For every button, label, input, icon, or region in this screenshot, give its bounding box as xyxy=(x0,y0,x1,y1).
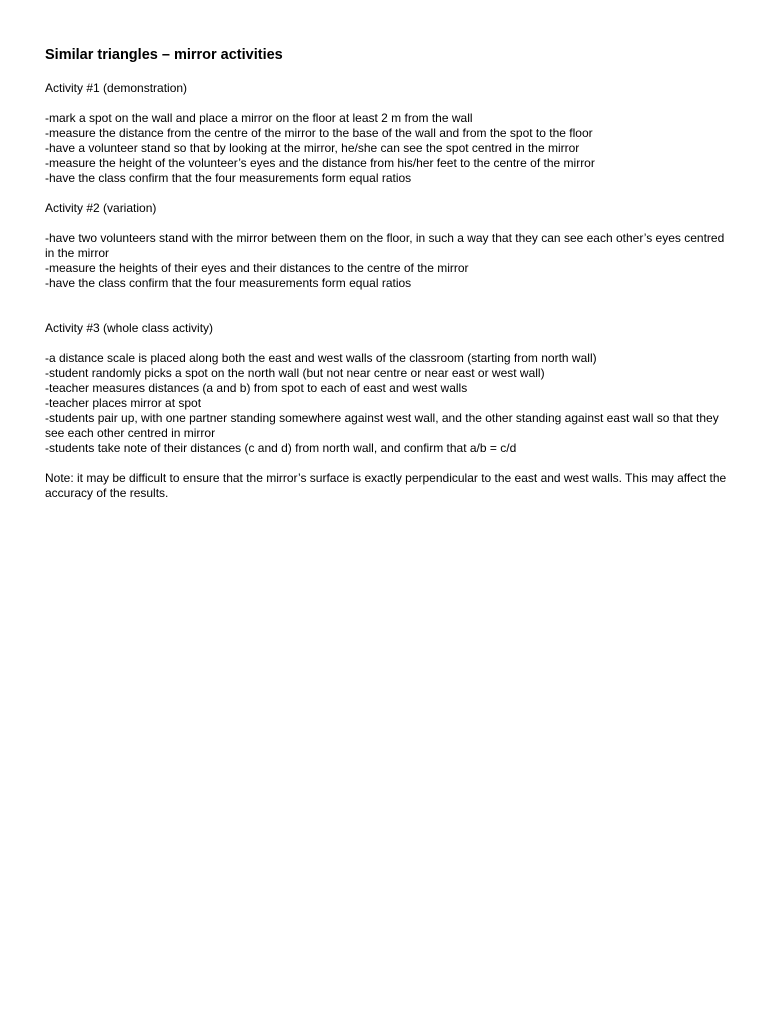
activity2-steps xyxy=(45,231,729,291)
activity3-steps xyxy=(45,351,729,456)
document-page xyxy=(45,46,729,501)
list-item: -teacher places mirror at spot xyxy=(45,396,202,410)
note-paragraph: Note: it may be difficult to ensure that the mirror’s surface is exactly perpendicular to the east and west walls. This may affect the accuracy of the results. xyxy=(45,471,727,500)
list-item: -students pair up, with one partner standing somewhere against west wall, and the other standing against east wall so that they see each other centred in mirror xyxy=(45,411,719,440)
list-item: -have the class confirm that the four measurements form equal ratios xyxy=(45,171,412,185)
document-title: Similar triangles – mirror activities xyxy=(45,47,283,63)
list-item: -student randomly picks a spot on the north wall (but not near centre or near east or west wall) xyxy=(45,366,545,380)
list-item: -students take note of their distances (c and d) from north wall, and confirm that a/b = c/d xyxy=(45,441,517,455)
list-item: -measure the heights of their eyes and their distances to the centre of the mirror xyxy=(45,261,469,275)
list-item: -have the class confirm that the four measurements form equal ratios xyxy=(45,276,412,290)
list-item: -measure the distance from the centre of the mirror to the base of the wall and from the spot to the floor xyxy=(45,126,593,140)
activity1-steps xyxy=(45,111,729,186)
list-item: -have a volunteer stand so that by looking at the mirror, he/she can see the spot centred in the mirror xyxy=(45,141,580,155)
list-item: -a distance scale is placed along both the east and west walls of the classroom (starting from north wall) xyxy=(45,351,597,365)
list-item: -have two volunteers stand with the mirror between them on the floor, in such a way that they can see each other’s eyes centred in the mirror xyxy=(45,231,725,260)
list-item: -mark a spot on the wall and place a mirror on the floor at least 2 m from the wall xyxy=(45,111,473,125)
list-item: -teacher measures distances (a and b) from spot to each of east and west walls xyxy=(45,381,468,395)
activity1-heading: Activity #1 (demonstration) xyxy=(45,81,188,95)
activity3-heading: Activity #3 (whole class activity) xyxy=(45,321,214,335)
activity2-heading: Activity #2 (variation) xyxy=(45,201,157,215)
list-item: -measure the height of the volunteer’s eyes and the distance from his/her feet to the centre of the mirror xyxy=(45,156,595,170)
